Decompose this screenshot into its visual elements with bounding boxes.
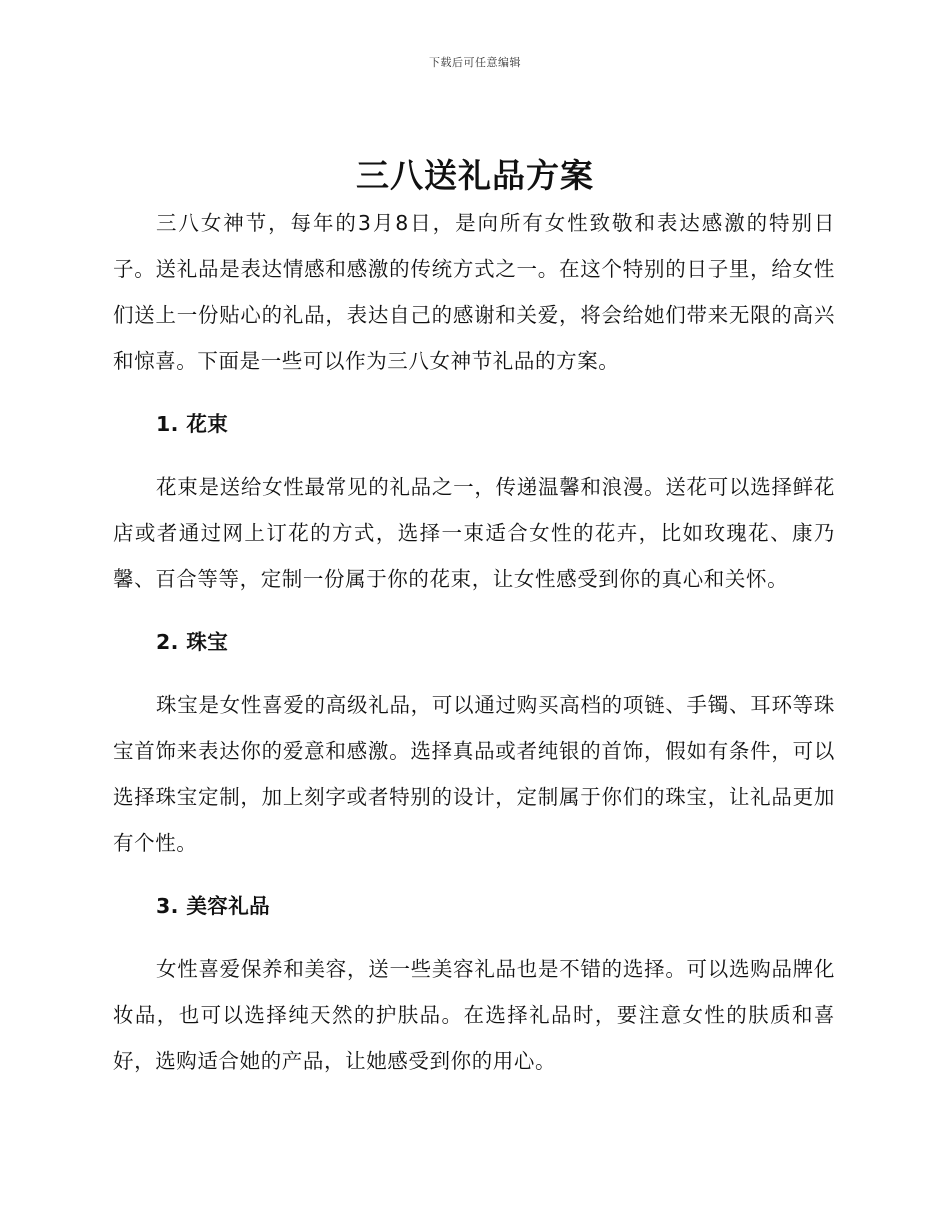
section-body-flowers: 花束是送给女性最常见的礼品之一，传递温馨和浪漫。送花可以选择鲜花店或者通过网上订花的方式，选择一束适合女性的花卉，比如玫瑰花、康乃馨、百合等等，定制一份属于你的花束，让女性感受到你的真心和关怀。 [113,475,835,591]
section-heading-jewelry: 2. 珠宝 [156,630,229,654]
section-body-jewelry: 珠宝是女性喜爱的高级礼品，可以通过购买高档的项链、手镯、耳环等珠宝首饰来表达你的爱意和感激。选择真品或者纯银的首饰，假如有条件，可以选择珠宝定制，加上刻字或者特别的设计，定制属于你们的珠宝，让礼品更加有个性。 [113,693,835,855]
document-title: 三八送礼品方案 [356,156,594,195]
section-heading-beauty: 3. 美容礼品 [156,894,270,918]
page-header-note: 下载后可任意编辑 [429,56,521,69]
intro-paragraph: 三八女神节，每年的3月8日，是向所有女性致敬和表达感激的特别日子。送礼品是表达情感和感激的传统方式之一。在这个特别的日子里，给女性们送上一份贴心的礼品，表达自己的感谢和关爱，将会给她们带来无限的高兴和惊喜。下面是一些可以作为三八女神节礼品的方案。 [113,211,835,373]
section-body-beauty: 女性喜爱保养和美容，送一些美容礼品也是不错的选择。可以选购品牌化妆品，也可以选择纯天然的护肤品。在选择礼品时，要注意女性的肤质和喜好，选购适合她的产品，让她感受到你的用心。 [113,957,835,1073]
document-body [113,200,835,1084]
section-heading-flowers: 1. 花束 [156,412,229,436]
